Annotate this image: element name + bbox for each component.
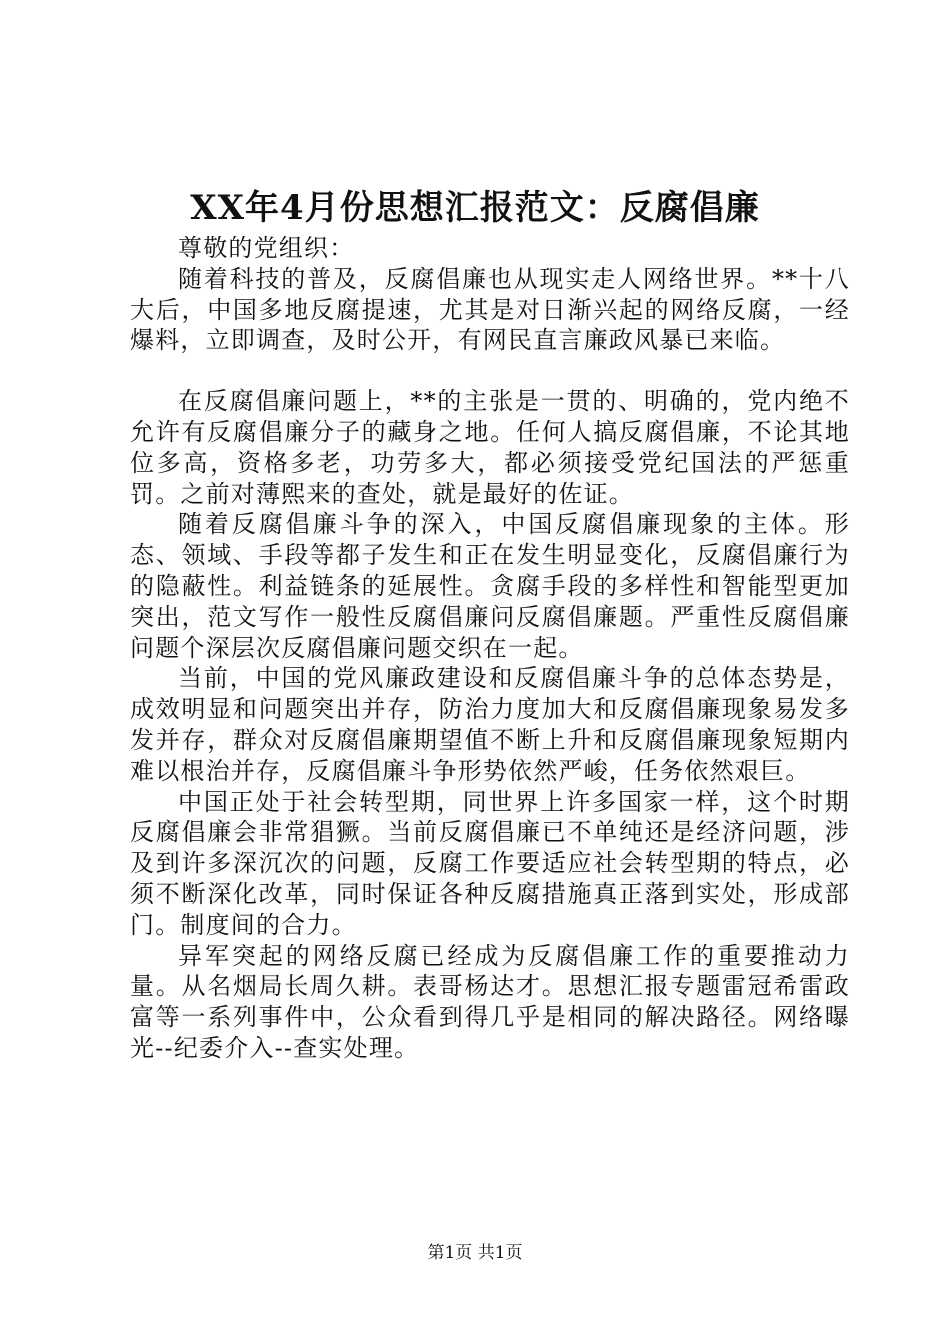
document-title: XX年4月份思想汇报范文：反腐倡廉 [190,188,760,228]
salutation: 尊敬的党组织： [178,234,355,262]
paragraph-3: 随着反腐倡廉斗争的深入，中国反腐倡廉现象的主体。形态、领域、手段等都子发生和正在发生明显变化，反腐倡廉行为的隐蔽性。利益链条的延展性。贪腐手段的多样性和智能型更加突出，范文写作一般性反腐倡廉问反腐倡廉题。严重性反腐倡廉问题个深层次反腐倡廉问题交织在一起。 [130,510,850,662]
paragraph-4: 当前，中国的党风廉政建设和反腐倡廉斗争的总体态势是，成效明显和问题突出并存，防治力度加大和反腐倡廉现象易发多发并存，群众对反腐倡廉期望值不断上升和反腐倡廉现象短期内难以根治并存，反腐倡廉斗争形势依然严峻，任务依然艰巨。 [130,664,850,785]
paragraph-2: 在反腐倡廉问题上，**的主张是一贯的、明确的，党内绝不允许有反腐倡廉分子的藏身之地。任何人搞反腐倡廉，不论其地位多高，资格多老，功劳多大，都必须接受党纪国法的严惩重罚。之前对薄熙来的查处，就是最好的佐证。 [130,387,850,508]
document-body [130,233,850,1064]
paragraph-5: 中国正处于社会转型期，同世界上许多国家一样，这个时期反腐倡廉会非常猖獗。当前反腐倡廉已不单纯还是经济问题，涉及到许多深沉次的问题，反腐工作要适应社会转型期的特点，必须不断深化改革，同时保证各种反腐措施真正落到实处，形成部门。制度间的合力。 [130,787,850,939]
paragraph-1: 随着科技的普及，反腐倡廉也从现实走人网络世界。**十八大后，中国多地反腐提速，尤其是对日渐兴起的网络反腐，一经爆料，立即调查，及时公开，有网民直言廉政风暴已来临。 [130,264,850,355]
page-footer: 第1页 共1页 [427,1243,523,1263]
paragraph-6: 异军突起的网络反腐已经成为反腐倡廉工作的重要推动力量。从名烟局长周久耕。表哥杨达才。思想汇报专题雷冠希雷政富等一系列事件中，公众看到得几乎是相同的解决路径。网络曝光--纪委介入--查实处理。 [130,941,850,1062]
